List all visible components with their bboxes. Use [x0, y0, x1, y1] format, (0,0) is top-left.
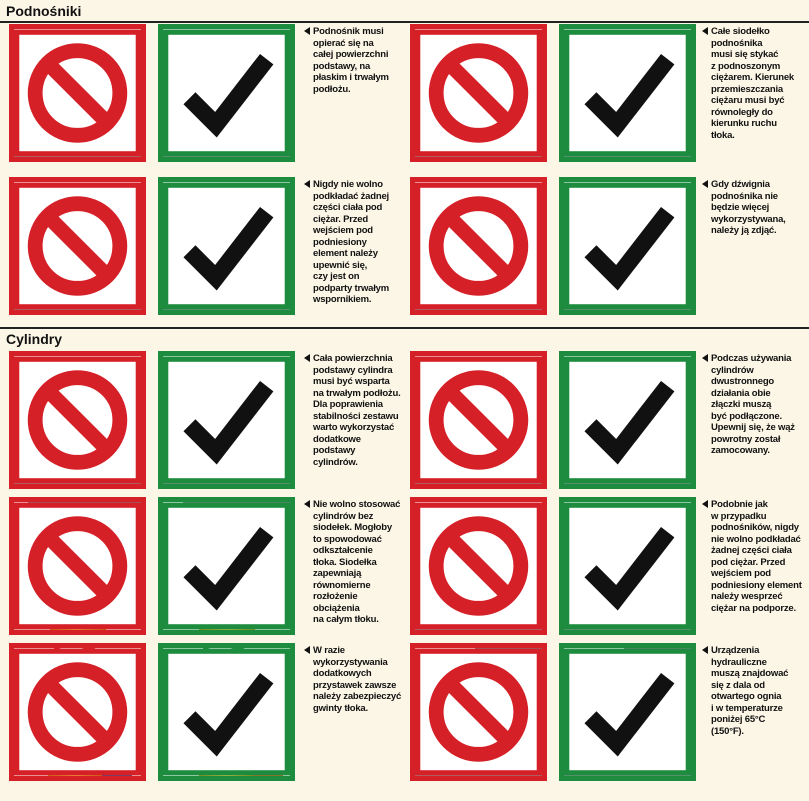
panel-cylinder-uneven-base: [9, 351, 146, 489]
caption-cylinder-threads: W razie wykorzystywania dodatkowych przystawek zawsze należy zabezpieczyć gwinty tłoka.: [313, 645, 407, 714]
prohibited-icon: [14, 29, 141, 157]
pointer-arrow-icon: [304, 500, 310, 508]
checkmark-icon: [163, 356, 290, 484]
caption-cylinder-couplers: Podczas używania cylindrów dwustronnego działania obie złączki muszą być podłączone. Upewnij się, że wąż powrotny został zamocowany.: [711, 353, 805, 457]
divider-cylinders: [0, 327, 809, 329]
panel-jack-uneven-ground: [9, 24, 146, 162]
panel-cylinder-threads-protected: [158, 643, 295, 781]
panel-jack-saddle-aligned: [559, 24, 696, 162]
panel-cylinder-base-support: [158, 351, 295, 489]
checkmark-icon: [163, 182, 290, 310]
checkmark-icon: [564, 356, 691, 484]
pointer-arrow-icon: [304, 180, 310, 188]
checkmark-icon: [564, 648, 691, 776]
pointer-arrow-icon: [702, 646, 708, 654]
pointer-arrow-icon: [702, 180, 708, 188]
pointer-arrow-icon: [702, 500, 708, 508]
panel-jack-saddle-misaligned: [410, 24, 547, 162]
caption-cylinder-base: Cała powierzchnia podstawy cylindra musi być wsparta na trwałym podłożu. Dla poprawienia stabilności zestawu warto wykorzystać dodatkowe podstawy cylindrów.: [313, 353, 407, 468]
panel-cylinder-threads-unprotected: [9, 643, 146, 781]
section-title-jacks: Podnośniki: [6, 3, 82, 19]
panel-cylinder-no-saddle: [9, 497, 146, 635]
pointer-arrow-icon: [304, 354, 310, 362]
caption-jack-body: Nigdy nie wolno podkładać żadnej części ciała pod ciężar. Przed wejściem pod podniesiony element należy upewnić się, czy jest on podparty trwałym wspornikiem.: [313, 179, 407, 306]
prohibited-icon: [415, 182, 542, 310]
prohibited-icon: [14, 648, 141, 776]
checkmark-icon: [564, 502, 691, 630]
panel-cylinder-away-from-fire: [559, 643, 696, 781]
panel-cylinder-body-under-load: [410, 497, 547, 635]
prohibited-icon: [415, 648, 542, 776]
panel-cylinder-near-fire: [410, 643, 547, 781]
pointer-arrow-icon: [304, 646, 310, 654]
panel-cylinder-one-coupler: [410, 351, 547, 489]
prohibited-icon: [415, 356, 542, 484]
checkmark-icon: [163, 29, 290, 157]
caption-cylinder-saddle: Nie wolno stosować cylindrów bez siodełek. Mogłoby to spowodować odkształcenie tłoka. Siodełka zapewniają równomierne rozłożenie obciążenia na całym tłoku.: [313, 499, 407, 626]
caption-jack-handle: Gdy dźwignia podnośnika nie będzie więcej wykorzystywana, należy ją zdjąć.: [711, 179, 805, 237]
checkmark-icon: [163, 648, 290, 776]
panel-jack-flat-ground: [158, 24, 295, 162]
panel-cylinder-both-couplers: [559, 351, 696, 489]
panel-jack-body-under-load: [9, 177, 146, 315]
panel-jack-supported-load: [158, 177, 295, 315]
prohibited-icon: [14, 356, 141, 484]
panel-cylinder-supported-load: [559, 497, 696, 635]
checkmark-icon: [564, 29, 691, 157]
panel-jack-handle-removed: [559, 177, 696, 315]
checkmark-icon: [564, 182, 691, 310]
pointer-arrow-icon: [702, 27, 708, 35]
caption-jack-ground: Podnośnik musi opierać się na całej powierzchni podstawy, na płaskim i trwałym podłożu.: [313, 26, 407, 95]
prohibited-icon: [14, 182, 141, 310]
prohibited-icon: [14, 502, 141, 630]
section-title-cylinders: Cylindry: [6, 331, 63, 347]
pointer-arrow-icon: [304, 27, 310, 35]
divider-jacks: [0, 21, 809, 23]
panel-cylinder-with-saddle: [158, 497, 295, 635]
caption-jack-saddle: Całe siodełko podnośnika musi się stykać z podnoszonym ciężarem. Kierunek przemieszczania ciężaru musi być równoległy do kierunku ruchu tłoka.: [711, 26, 805, 141]
prohibited-icon: [415, 29, 542, 157]
pointer-arrow-icon: [702, 354, 708, 362]
caption-cylinder-body: Podobnie jak w przypadku podnośników, nigdy nie wolno podkładać żadnej części ciała pod ciężar. Przed wejściem pod podniesiony element należy wesprzeć ciężar na podporze.: [711, 499, 805, 614]
prohibited-icon: [415, 502, 542, 630]
caption-cylinder-fire: Urządzenia hydrauliczne muszą znajdować się z dala od otwartego ognia i w temperaturze poniżej 65°C (150°F).: [711, 645, 805, 737]
checkmark-icon: [163, 502, 290, 630]
panel-jack-handle-trip: [410, 177, 547, 315]
